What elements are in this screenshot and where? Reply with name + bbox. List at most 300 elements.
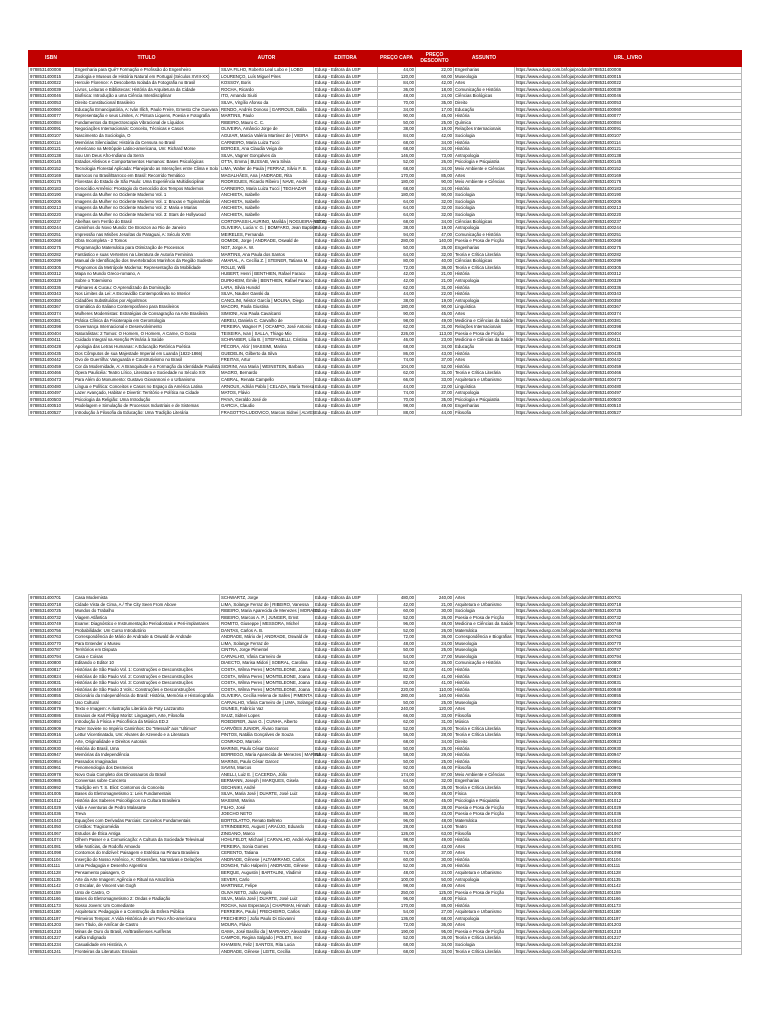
cell-isbn[interactable]: 9788531401111 bbox=[29, 863, 74, 870]
cell-preco-desconto[interactable]: 27,00 bbox=[416, 909, 454, 916]
cell-preco-desconto[interactable]: 34,00 bbox=[416, 165, 454, 172]
cell-preco-capa[interactable]: 64,00 bbox=[378, 198, 416, 205]
cell-titulo[interactable]: Prática Clínica da Fisioterapia em Gerontologia bbox=[74, 317, 220, 324]
cell-preco-capa[interactable]: 42,00 bbox=[378, 601, 416, 608]
cell-url-livro[interactable]: https://www.edusp.com.br/loja/produto/9788531401043 bbox=[515, 817, 742, 824]
table-row[interactable] bbox=[29, 172, 742, 179]
cell-editora[interactable]: Edusp - Editora da USP bbox=[314, 667, 378, 674]
cell-titulo[interactable]: Fantástico e suas Vertentes na Literatura de Autoria Feminina bbox=[74, 251, 220, 258]
cell-titulo[interactable]: Cidadões Substituídos por Algoritmos bbox=[74, 297, 220, 304]
cell-editora[interactable]: Edusp - Editora da USP bbox=[314, 608, 378, 615]
cell-preco-capa[interactable]: 34,00 bbox=[378, 106, 416, 113]
cell-autor[interactable]: BERQUE, Augustin | BARTALINI, Vladimir bbox=[220, 869, 314, 876]
cell-isbn[interactable]: 9788531401227 bbox=[29, 935, 74, 942]
cell-assunto[interactable]: Poesia e Prosa de Ficção bbox=[454, 811, 515, 818]
cell-url-livro[interactable]: https://www.edusp.com.br/loja/produto/9788531400848 bbox=[515, 686, 742, 693]
cell-isbn[interactable]: 9788531400350 bbox=[29, 297, 74, 304]
cell-assunto[interactable]: Antropologia bbox=[454, 915, 515, 922]
table-row[interactable] bbox=[29, 198, 742, 205]
cell-autor[interactable]: GARCIA, Claudio bbox=[220, 403, 314, 410]
cell-url-livro[interactable]: https://www.edusp.com.br/loja/produto/9788531400442 bbox=[515, 357, 742, 364]
cell-preco-desconto[interactable]: 36,00 bbox=[416, 634, 454, 641]
cell-autor[interactable]: OLIVEIRA, Amâncio Jorge de bbox=[220, 126, 314, 133]
cell-isbn[interactable]: 9788531400282 bbox=[29, 251, 74, 258]
cell-url-livro[interactable]: https://www.edusp.com.br/loja/produto/9788531401166 bbox=[515, 896, 742, 903]
cell-isbn[interactable]: 9788531400299 bbox=[29, 258, 74, 265]
cell-preco-capa[interactable]: 174,00 bbox=[378, 771, 416, 778]
cell-preco-desconto[interactable]: 19,00 bbox=[416, 297, 454, 304]
cell-autor[interactable]: BORTOLATTO, Renato Beltreto bbox=[220, 817, 314, 824]
cell-assunto[interactable]: Artes bbox=[454, 357, 515, 364]
cell-titulo[interactable]: Estudos de Ética Antiga bbox=[74, 830, 220, 837]
cell-titulo[interactable]: Abelhas sem Ferrão do Brasil bbox=[74, 218, 220, 225]
cell-preco-capa[interactable]: 96,00 bbox=[378, 791, 416, 798]
cell-url-livro[interactable]: https://www.edusp.com.br/loja/produto/9788531401104 bbox=[515, 856, 742, 863]
cell-isbn[interactable]: 9788531400725 bbox=[29, 608, 74, 615]
cell-preco-capa[interactable]: 68,00 bbox=[378, 146, 416, 153]
cell-autor[interactable]: ROMITO, Giuseppe | MESSORA, Michel bbox=[220, 621, 314, 628]
cell-url-livro[interactable]: https://www.edusp.com.br/loja/produto/9788531400091 bbox=[515, 126, 742, 133]
cell-assunto[interactable]: Meio Ambiente e Ciências bbox=[454, 179, 515, 186]
cell-editora[interactable]: Edusp - Editora da USP bbox=[314, 67, 378, 74]
cell-url-livro[interactable]: https://www.edusp.com.br/loja/produto/9788531400121 bbox=[515, 146, 742, 153]
cell-preco-desconto[interactable]: 23,00 bbox=[416, 337, 454, 344]
cell-editora[interactable]: Edusp - Editora da USP bbox=[314, 271, 378, 278]
cell-editora[interactable]: Edusp - Editora da USP bbox=[314, 863, 378, 870]
cell-autor[interactable]: PINTOS, Natália Gonçalves de Souza bbox=[220, 732, 314, 739]
cell-preco-desconto[interactable]: 18,00 bbox=[416, 86, 454, 93]
cell-editora[interactable]: Edusp - Editora da USP bbox=[314, 264, 378, 271]
cell-url-livro[interactable]: https://www.edusp.com.br/loja/produto/9788531400732 bbox=[515, 614, 742, 621]
cell-editora[interactable]: Edusp - Editora da USP bbox=[314, 843, 378, 850]
cell-preco-desconto[interactable]: 31,00 bbox=[416, 324, 454, 331]
cell-assunto[interactable]: Filosofia bbox=[454, 712, 515, 719]
cell-preco-capa[interactable]: 480,00 bbox=[378, 595, 416, 602]
cell-url-livro[interactable]: https://www.edusp.com.br/loja/produto/9788531400077 bbox=[515, 113, 742, 120]
cell-isbn[interactable]: 9788531400305 bbox=[29, 264, 74, 271]
cell-url-livro[interactable]: https://www.edusp.com.br/loja/produto/9788531400770 bbox=[515, 640, 742, 647]
cell-preco-desconto[interactable]: 34,00 bbox=[416, 139, 454, 146]
cell-titulo[interactable]: Cor da Modernidade, A: A Branquitude e a Formação da Identidade Paulista bbox=[75, 363, 220, 369]
cell-titulo[interactable]: Caminhos do Novo Mundo: De Bronzon ao Rio de Janeiro bbox=[74, 225, 220, 232]
cell-isbn[interactable]: 9788531400985 bbox=[29, 778, 74, 785]
cell-editora[interactable]: Edusp - Editora da USP bbox=[314, 614, 378, 621]
cell-url-livro[interactable]: https://www.edusp.com.br/loja/produto/9788531400749 bbox=[515, 621, 742, 628]
cell-assunto[interactable]: Teoria e Crítica Literária bbox=[454, 732, 515, 739]
cell-autor[interactable]: MARTINS, Ana Paula dos Santos bbox=[220, 251, 314, 258]
table-row[interactable] bbox=[29, 185, 742, 192]
cell-titulo[interactable]: Texto e Imagem: A Ilustração Literária de Poty Lazzarotto bbox=[74, 706, 220, 713]
cell-autor[interactable]: SILVA, Virgílio Afonso da bbox=[220, 99, 314, 106]
cell-isbn[interactable]: 9788531400503 bbox=[29, 396, 74, 403]
cell-preco-desconto[interactable]: 85,00 bbox=[416, 902, 454, 909]
cell-assunto[interactable]: Artes bbox=[454, 883, 515, 890]
cell-autor[interactable]: TEIXEIRA, Ivan | SALLA, Thiago Mio bbox=[220, 330, 314, 337]
table-row[interactable] bbox=[29, 73, 742, 80]
cell-url-livro[interactable]: https://www.edusp.com.br/loja/produto/9788531400190 bbox=[515, 192, 742, 199]
cell-preco-desconto[interactable]: 21,00 bbox=[416, 278, 454, 285]
cell-isbn[interactable]: 9788531400169 bbox=[29, 172, 74, 179]
cell-preco-desconto[interactable]: 63,00 bbox=[416, 830, 454, 837]
cell-url-livro[interactable]: https://www.edusp.com.br/loja/produto/9788531400060 bbox=[515, 106, 742, 113]
cell-url-livro[interactable]: https://www.edusp.com.br/loja/produto/9788531400947 bbox=[515, 752, 742, 759]
table-row[interactable] bbox=[29, 165, 742, 172]
cell-assunto[interactable]: Engenharias bbox=[454, 778, 515, 785]
cell-preco-desconto[interactable]: 45,00 bbox=[416, 797, 454, 804]
cell-titulo[interactable]: Educação Emancipatória, A: Iván Illich, Paulo Freire, Ernesto Che Guevara bbox=[75, 106, 218, 112]
cell-editora[interactable]: Edusp - Editora da USP bbox=[314, 758, 378, 765]
cell-url-livro[interactable]: https://www.edusp.com.br/loja/produto/9788531400329 bbox=[515, 278, 742, 285]
cell-preco-capa[interactable]: 48,00 bbox=[378, 869, 416, 876]
cell-editora[interactable]: Edusp - Editora da USP bbox=[314, 172, 378, 179]
cell-isbn[interactable]: 9788531400312 bbox=[29, 271, 74, 278]
cell-preco-desconto[interactable]: 37,00 bbox=[416, 357, 454, 364]
cell-preco-capa[interactable]: 86,00 bbox=[378, 811, 416, 818]
table-row[interactable] bbox=[29, 86, 742, 93]
cell-preco-capa[interactable]: 38,00 bbox=[378, 126, 416, 133]
cell-isbn[interactable]: 9788531400381 bbox=[29, 317, 74, 324]
cell-autor[interactable]: BORREGO, Maria Aparecida de Menezes | MARINS bbox=[221, 752, 322, 758]
cell-preco-desconto[interactable]: 49,00 bbox=[416, 837, 454, 844]
cell-titulo[interactable]: Editando o Editor 10 bbox=[74, 660, 220, 667]
cell-preco-capa[interactable]: 44,00 bbox=[378, 383, 416, 390]
cell-url-livro[interactable]: https://www.edusp.com.br/loja/produto/9788531400046 bbox=[515, 93, 742, 100]
cell-assunto[interactable]: Ciências Biológicas bbox=[454, 258, 515, 265]
cell-preco-capa[interactable]: 96,00 bbox=[378, 896, 416, 903]
cell-assunto[interactable]: Medicina e Ciências da Saúde bbox=[455, 621, 514, 627]
cell-titulo[interactable]: Bases do Eletromagnetismo 2: Ondas e Radiação bbox=[74, 896, 220, 903]
cell-autor[interactable]: OLIVEIRA, Cecília Helena de Salles | PIMENTA bbox=[221, 693, 313, 699]
cell-preco-desconto[interactable]: 26,00 bbox=[416, 863, 454, 870]
cell-preco-desconto[interactable]: 25,00 bbox=[416, 119, 454, 126]
cell-isbn[interactable]: 9788531400824 bbox=[29, 673, 74, 680]
cell-preco-capa[interactable]: 64,00 bbox=[378, 778, 416, 785]
cell-url-livro[interactable]: https://www.edusp.com.br/loja/produto/9788531400220 bbox=[515, 212, 742, 219]
cell-preco-desconto[interactable]: 30,00 bbox=[416, 856, 454, 863]
cell-assunto[interactable]: História bbox=[454, 185, 515, 192]
cell-editora[interactable]: Edusp - Editora da USP bbox=[314, 621, 378, 628]
cell-autor[interactable]: RODRIGUES, Ricardo Ribeiro | NAVE, André bbox=[220, 179, 314, 186]
cell-titulo[interactable]: Governança Internacional e Desenvolvimento bbox=[74, 324, 220, 331]
cell-autor[interactable]: MACORI, Paola Giustina bbox=[220, 304, 314, 311]
cell-editora[interactable]: Edusp - Editora da USP bbox=[314, 869, 378, 876]
cell-isbn[interactable]: 9788531400497 bbox=[29, 390, 74, 397]
cell-preco-capa[interactable]: 50,00 bbox=[378, 758, 416, 765]
table-row[interactable] bbox=[29, 271, 742, 278]
cell-assunto[interactable]: História bbox=[454, 863, 515, 870]
cell-assunto[interactable]: Relações Internacionais bbox=[454, 324, 515, 331]
cell-autor[interactable]: MAGRO, Bernardo bbox=[220, 370, 314, 377]
cell-autor[interactable]: ROCHA, Ricardo bbox=[220, 86, 314, 93]
cell-preco-capa[interactable]: 68,00 bbox=[378, 165, 416, 172]
cell-isbn[interactable]: 9788531400152 bbox=[29, 165, 74, 172]
cell-assunto[interactable]: Poesia e Prosa de Ficção bbox=[454, 330, 515, 337]
cell-preco-desconto[interactable]: 24,00 bbox=[416, 93, 454, 100]
cell-preco-desconto[interactable]: 48,00 bbox=[416, 817, 454, 824]
cell-titulo[interactable]: Negociações Internacionais: Conceito, Técnicas e Casos bbox=[74, 126, 220, 133]
cell-preco-desconto[interactable]: 73,00 bbox=[416, 152, 454, 159]
cell-editora[interactable]: Edusp - Editora da USP bbox=[314, 106, 378, 113]
cell-isbn[interactable]: 9788531401043 bbox=[29, 817, 74, 824]
cell-preco-desconto[interactable]: 32,00 bbox=[416, 205, 454, 212]
cell-editora[interactable]: Edusp - Editora da USP bbox=[314, 680, 378, 687]
cell-isbn[interactable]: 9788531400459 bbox=[29, 363, 74, 370]
cell-isbn[interactable]: 9788531400336 bbox=[29, 284, 74, 291]
cell-url-livro[interactable]: https://www.edusp.com.br/loja/produto/9788531400817 bbox=[515, 667, 742, 674]
cell-preco-desconto[interactable]: 24,00 bbox=[416, 640, 454, 647]
cell-titulo[interactable]: Tradição em T. S. Eliot: Contornos do Conceito bbox=[74, 784, 220, 791]
cell-titulo[interactable]: Biofisica: Introdução a uma Ciência Interdisciplinar bbox=[74, 93, 220, 100]
cell-url-livro[interactable]: https://www.edusp.com.br/loja/produto/9788531400411 bbox=[515, 337, 742, 344]
cell-preco-capa[interactable]: 60,00 bbox=[378, 856, 416, 863]
cell-editora[interactable]: Edusp - Editora da USP bbox=[314, 595, 378, 602]
cell-preco-capa[interactable]: 126,00 bbox=[378, 830, 416, 837]
cell-preco-capa[interactable]: 84,00 bbox=[378, 132, 416, 139]
cell-titulo[interactable]: Kafka Indignado bbox=[74, 935, 220, 942]
cell-isbn[interactable]: 9788531401210 bbox=[29, 928, 74, 935]
cell-preco-capa[interactable]: 48,00 bbox=[378, 93, 416, 100]
cell-url-livro[interactable]: https://www.edusp.com.br/loja/produto/9788531400305 bbox=[515, 264, 742, 271]
cell-url-livro[interactable]: https://www.edusp.com.br/loja/produto/9788531400503 bbox=[515, 396, 742, 403]
cell-titulo[interactable]: Zoologia e Museus de História Natural em Portugal (Séculos XVIII-XX) bbox=[74, 73, 220, 80]
cell-assunto[interactable]: História bbox=[454, 752, 515, 759]
cell-isbn[interactable]: 9788531401159 bbox=[29, 889, 74, 896]
cell-url-livro[interactable]: https://www.edusp.com.br/loja/produto/9788531401203 bbox=[515, 922, 742, 929]
cell-editora[interactable]: Edusp - Editora da USP bbox=[314, 376, 378, 383]
cell-preco-capa[interactable]: 82,00 bbox=[378, 667, 416, 674]
cell-preco-desconto[interactable]: 40,00 bbox=[416, 258, 454, 265]
cell-url-livro[interactable]: https://www.edusp.com.br/loja/produto/9788531400978 bbox=[515, 771, 742, 778]
cell-preco-desconto[interactable]: 34,00 bbox=[416, 941, 454, 948]
cell-titulo[interactable]: Dos Cômputos de sua Majestade Imperial em Luanda (1822-1866) bbox=[74, 350, 220, 357]
cell-preco-capa[interactable]: 52,00 bbox=[378, 935, 416, 942]
cell-url-livro[interactable]: https://www.edusp.com.br/loja/produto/9788531400985 bbox=[515, 778, 742, 785]
cell-autor[interactable]: GUEDELIN, Gilberto da Silva bbox=[220, 350, 314, 357]
cell-preco-desconto[interactable]: 140,00 bbox=[416, 238, 454, 245]
cell-editora[interactable]: Edusp - Editora da USP bbox=[314, 139, 378, 146]
table-row[interactable] bbox=[29, 317, 742, 324]
cell-assunto[interactable]: História bbox=[454, 667, 515, 674]
cell-autor[interactable]: SAVINI, Marcos bbox=[220, 765, 314, 772]
table-row[interactable] bbox=[29, 396, 742, 403]
cell-preco-desconto[interactable]: 21,00 bbox=[416, 601, 454, 608]
cell-isbn[interactable]: 9788531400268 bbox=[29, 238, 74, 245]
cell-url-livro[interactable]: https://www.edusp.com.br/loja/produto/9788531400763 bbox=[515, 634, 742, 641]
cell-autor[interactable]: OLIVA NETO, João Angelo bbox=[220, 889, 314, 896]
cell-autor[interactable]: GIUNES, Fabricio Vaz bbox=[220, 706, 314, 713]
cell-preco-capa[interactable]: 50,00 bbox=[378, 647, 416, 654]
cell-titulo[interactable]: Casa Modernista bbox=[74, 595, 220, 602]
table-row[interactable] bbox=[29, 284, 742, 291]
cell-preco-desconto[interactable]: 22,00 bbox=[416, 383, 454, 390]
cell-assunto[interactable]: Teoria e Crítica Literária bbox=[454, 264, 515, 271]
cell-autor[interactable]: GECHNIKI, André bbox=[220, 784, 314, 791]
cell-isbn[interactable]: 9788531400145 bbox=[29, 159, 74, 166]
cell-url-livro[interactable]: https://www.edusp.com.br/loja/produto/9788531400725 bbox=[515, 608, 742, 615]
cell-isbn[interactable]: 9788531400862 bbox=[29, 699, 74, 706]
cell-titulo[interactable]: Representação e seus Limites, A: Pintura Liquens, Poesia e Fotografia bbox=[74, 113, 220, 120]
cell-assunto[interactable]: Educação bbox=[454, 343, 515, 350]
cell-url-livro[interactable]: https://www.edusp.com.br/loja/produto/9788531400244 bbox=[515, 225, 742, 232]
cell-titulo[interactable]: Sou Um Deus Afro-Indiano da Serra bbox=[74, 152, 220, 159]
cell-autor[interactable]: CERENTO, Tatiana bbox=[220, 850, 314, 857]
cell-titulo[interactable]: Cristãos: Tragicomédia bbox=[74, 824, 220, 831]
cell-titulo[interactable]: Territórios em Disputa bbox=[74, 647, 220, 654]
cell-preco-desconto[interactable]: 90,00 bbox=[416, 192, 454, 199]
cell-preco-desconto[interactable]: 26,00 bbox=[416, 725, 454, 732]
cell-isbn[interactable]: 9788531400510 bbox=[29, 403, 74, 410]
cell-editora[interactable]: Edusp - Editora da USP bbox=[314, 179, 378, 186]
cell-isbn[interactable]: 9788531400800 bbox=[29, 660, 74, 667]
cell-autor[interactable]: MARTINS, Paulo bbox=[220, 113, 314, 120]
cell-isbn[interactable]: 9788531400886 bbox=[29, 712, 74, 719]
cell-titulo[interactable]: Vida e Aventuras de Pedro Malasarte bbox=[74, 804, 220, 811]
cell-preco-capa[interactable]: 180,00 bbox=[378, 179, 416, 186]
cell-editora[interactable]: Edusp - Editora da USP bbox=[314, 634, 378, 641]
cell-titulo[interactable]: Lettur Vicentinatado, Um: Alvares de Azevedo e a Literatura bbox=[74, 732, 220, 739]
cell-url-livro[interactable]: https://www.edusp.com.br/loja/produto/9788531401210 bbox=[515, 928, 742, 935]
cell-isbn[interactable]: 9788531401203 bbox=[29, 922, 74, 929]
cell-url-livro[interactable]: https://www.edusp.com.br/loja/produto/9788531400800 bbox=[515, 660, 742, 667]
cell-url-livro[interactable]: https://www.edusp.com.br/loja/produto/9788531401241 bbox=[515, 948, 742, 955]
cell-autor[interactable]: ROCHA, Ivan Esperança | CHAPMAN, Hinnah bbox=[220, 902, 314, 909]
cell-editora[interactable]: Edusp - Editora da USP bbox=[314, 165, 378, 172]
cell-preco-desconto[interactable]: 22,00 bbox=[416, 291, 454, 298]
cell-autor[interactable]: COSTA, Wilma Peres | MONTELEONE, Joana bbox=[220, 686, 314, 693]
cell-preco-desconto[interactable]: 49,00 bbox=[416, 317, 454, 324]
cell-isbn[interactable]: 9788531400138 bbox=[29, 152, 74, 159]
cell-assunto[interactable]: Teoria e Crítica Literária bbox=[454, 784, 515, 791]
table-row[interactable] bbox=[29, 225, 742, 232]
cell-assunto[interactable]: Engenharias bbox=[454, 245, 515, 252]
table-row[interactable] bbox=[29, 357, 742, 364]
cell-autor[interactable]: ZINGANO, Marco bbox=[220, 830, 314, 837]
cell-url-livro[interactable]: https://www.edusp.com.br/loja/produto/9788531400251 bbox=[515, 231, 742, 238]
cell-autor[interactable]: MARTINEZ, Felipe bbox=[220, 883, 314, 890]
cell-url-livro[interactable]: https://www.edusp.com.br/loja/produto/9788531401135 bbox=[515, 876, 742, 883]
cell-autor[interactable]: GOMIDE, Jorge | ANDRADE, Oswald de bbox=[220, 238, 314, 245]
cell-preco-desconto[interactable]: 48,00 bbox=[416, 791, 454, 798]
cell-preco-capa[interactable]: 280,00 bbox=[378, 238, 416, 245]
cell-url-livro[interactable]: https://www.edusp.com.br/loja/produto/9788531400930 bbox=[515, 745, 742, 752]
cell-url-livro[interactable]: https://www.edusp.com.br/loja/produto/9788531401111 bbox=[515, 863, 742, 870]
cell-preco-desconto[interactable]: 28,00 bbox=[416, 804, 454, 811]
cell-isbn[interactable]: 9788531400848 bbox=[29, 686, 74, 693]
cell-isbn[interactable]: 9788531401234 bbox=[29, 941, 74, 948]
cell-preco-desconto[interactable]: 52,00 bbox=[416, 363, 454, 370]
cell-autor[interactable]: BORGES, Ana Claudia Veiga de bbox=[220, 146, 314, 153]
cell-preco-capa[interactable]: 68,00 bbox=[378, 739, 416, 746]
cell-preco-capa[interactable]: 62,00 bbox=[378, 719, 416, 726]
cell-assunto[interactable]: Museologia bbox=[454, 640, 515, 647]
cell-titulo[interactable]: Naturalistas: 2 Tomos: O Homem, O Homem, A Carne, O Gosto bbox=[74, 330, 220, 337]
cell-preco-capa[interactable]: 90,00 bbox=[378, 113, 416, 120]
cell-autor[interactable]: COSTA, Wilma Peres | MONTELEONE, Joana bbox=[220, 680, 314, 687]
cell-isbn[interactable]: 9788531400480 bbox=[29, 383, 74, 390]
cell-preco-desconto[interactable]: 240,00 bbox=[416, 595, 454, 602]
cell-editora[interactable]: Edusp - Editora da USP bbox=[314, 732, 378, 739]
cell-assunto[interactable]: História bbox=[454, 693, 515, 700]
cell-autor[interactable]: SIORINI, Ana Maria | WEINSTEIN, Barbara bbox=[220, 363, 314, 370]
cell-assunto[interactable]: Teoria e Crítica Literária bbox=[454, 251, 515, 258]
cell-autor[interactable]: CABRAL, Renata Campello bbox=[220, 376, 314, 383]
cell-editora[interactable]: Edusp - Editora da USP bbox=[314, 383, 378, 390]
cell-editora[interactable]: Edusp - Editora da USP bbox=[314, 245, 378, 252]
cell-editora[interactable]: Edusp - Editora da USP bbox=[314, 324, 378, 331]
cell-url-livro[interactable]: https://www.edusp.com.br/loja/produto/9788531400756 bbox=[515, 627, 742, 634]
cell-isbn[interactable]: 9788531400060 bbox=[29, 106, 74, 113]
table-row[interactable] bbox=[29, 231, 742, 238]
cell-url-livro[interactable]: https://www.edusp.com.br/loja/produto/9788531400169 bbox=[515, 172, 742, 179]
cell-editora[interactable]: Edusp - Editora da USP bbox=[314, 403, 378, 410]
cell-preco-capa[interactable]: 94,00 bbox=[378, 231, 416, 238]
cell-editora[interactable]: Edusp - Editora da USP bbox=[314, 719, 378, 726]
cell-isbn[interactable]: 9788531400893 bbox=[29, 719, 74, 726]
cell-isbn[interactable]: 9788531400930 bbox=[29, 745, 74, 752]
cell-titulo[interactable]: Probabilidade: Um Curso Introdutório bbox=[74, 627, 220, 634]
cell-url-livro[interactable]: https://www.edusp.com.br/loja/produto/9788531400855 bbox=[515, 693, 742, 700]
cell-isbn[interactable]: 9788531400770 bbox=[29, 640, 74, 647]
cell-editora[interactable]: Edusp - Editora da USP bbox=[314, 80, 378, 87]
table-row[interactable] bbox=[29, 245, 742, 252]
cell-preco-desconto[interactable]: 36,00 bbox=[416, 264, 454, 271]
cell-titulo[interactable]: Primeiros Tempos: A Vida Histórica de um Povo Afro-americano bbox=[74, 915, 220, 922]
cell-preco-capa[interactable]: 68,00 bbox=[378, 185, 416, 192]
cell-url-livro[interactable]: https://www.edusp.com.br/loja/produto/9788531400923 bbox=[515, 739, 742, 746]
cell-assunto[interactable]: Teatro bbox=[454, 824, 515, 831]
cell-titulo[interactable]: Palmares & Cucau: O Aprendizado da Dominação bbox=[74, 284, 220, 291]
cell-preco-desconto[interactable]: 19,00 bbox=[416, 126, 454, 133]
cell-isbn[interactable]: 9788531401197 bbox=[29, 915, 74, 922]
cell-preco-desconto[interactable]: 110,00 bbox=[416, 686, 454, 693]
cell-isbn[interactable]: 9788531400855 bbox=[29, 693, 74, 700]
cell-preco-desconto[interactable]: 87,00 bbox=[416, 771, 454, 778]
cell-assunto[interactable]: História bbox=[454, 673, 515, 680]
cell-isbn[interactable]: 9788531400879 bbox=[29, 706, 74, 713]
cell-isbn[interactable]: 9788531400183 bbox=[29, 185, 74, 192]
cell-isbn[interactable]: 9788531400343 bbox=[29, 291, 74, 298]
cell-url-livro[interactable]: https://www.edusp.com.br/loja/produto/9788531400787 bbox=[515, 647, 742, 654]
cell-url-livro[interactable]: https://www.edusp.com.br/loja/produto/9788531401074 bbox=[515, 837, 742, 844]
cell-autor[interactable]: MARINS, Paulo César Garcez bbox=[220, 758, 314, 765]
cell-autor[interactable]: CARVÕES JUNIOR, Álvaro Santos bbox=[220, 725, 314, 732]
cell-isbn[interactable]: 9788531400329 bbox=[29, 278, 74, 285]
cell-assunto[interactable]: Engenharias bbox=[454, 403, 515, 410]
cell-url-livro[interactable]: https://www.edusp.com.br/loja/produto/9788531400312 bbox=[515, 271, 742, 278]
cell-preco-desconto[interactable]: 30,00 bbox=[416, 608, 454, 615]
cell-preco-capa[interactable]: 68,00 bbox=[378, 948, 416, 955]
cell-preco-desconto[interactable]: 113,00 bbox=[416, 330, 454, 337]
cell-assunto[interactable]: História bbox=[454, 856, 515, 863]
cell-isbn[interactable]: 9788531400251 bbox=[29, 231, 74, 238]
cell-editora[interactable]: Edusp - Editora da USP bbox=[314, 146, 378, 153]
cell-isbn[interactable]: 9788531400367 bbox=[29, 304, 74, 311]
cell-autor[interactable]: DIAECTO, Marisa Midori | SOBRAL, Carolina bbox=[220, 660, 314, 667]
cell-autor[interactable]: SCHWARTZ, Jorge bbox=[220, 595, 314, 602]
cell-editora[interactable]: Edusp - Editora da USP bbox=[314, 791, 378, 798]
cell-autor[interactable]: SCHRAIBER, Lilia B. | STEFANELLI, Cristina bbox=[220, 337, 314, 344]
cell-preco-capa[interactable]: 52,00 bbox=[378, 863, 416, 870]
cell-editora[interactable]: Edusp - Editora da USP bbox=[314, 824, 378, 831]
cell-editora[interactable]: Edusp - Editora da USP bbox=[314, 673, 378, 680]
cell-titulo[interactable]: Passados Imaginados bbox=[74, 758, 220, 765]
cell-editora[interactable]: Edusp - Editora da USP bbox=[314, 686, 378, 693]
cell-isbn[interactable]: 9788531401098 bbox=[29, 850, 74, 857]
cell-url-livro[interactable]: https://www.edusp.com.br/loja/produto/9788531400398 bbox=[515, 324, 742, 331]
header-autor[interactable]: AUTOR bbox=[220, 51, 314, 67]
table-row[interactable] bbox=[29, 251, 742, 258]
cell-assunto[interactable]: Sociologia bbox=[454, 192, 515, 199]
